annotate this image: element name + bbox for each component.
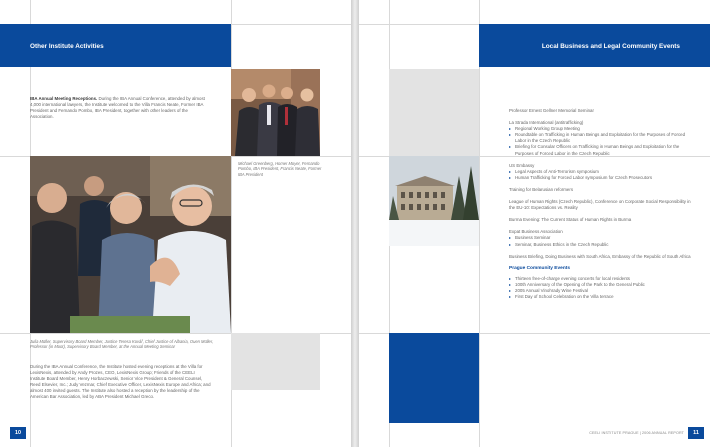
photo-seminar xyxy=(30,156,231,333)
intro-lead: IBA Annual Meeting Receptions. xyxy=(30,96,98,101)
event-item: ▸ Seminar, Business Ethics in the Czech Republic xyxy=(509,242,692,248)
right-banner xyxy=(479,24,710,67)
photo-delegates xyxy=(231,69,320,156)
event-group xyxy=(509,163,692,181)
footer-text: CEELI INSTITUTE PRAGUE | 2006 ANNUAL REPORT xyxy=(589,431,684,435)
event-title: Professor Ernest Gellner Memorial Seminar xyxy=(509,108,594,113)
event-title: US Embassy xyxy=(509,162,535,168)
event-group xyxy=(509,217,692,223)
left-banner-title: Other Institute Activities xyxy=(30,43,104,50)
guide-line xyxy=(479,0,480,447)
event-title: Burma Evening: The Current Status of Human Rights in Burma xyxy=(509,217,632,223)
left-page xyxy=(0,0,351,447)
event-item: ▸ Briefing for Consular Officers on Trafficking in Human Beings and Exploitation for the Purposes of Forced Labor in the Czech Republic xyxy=(509,144,692,156)
photo-top-caption: Michael Greenberg, Homer Moyer, Fernando Pombo, IBA President, Francis Neate, Former IBA President xyxy=(238,161,322,177)
event-group xyxy=(509,108,692,114)
event-item: ▸ Business Seminar xyxy=(509,235,692,241)
page-number-left: 10 xyxy=(10,427,26,439)
event-group xyxy=(509,254,692,260)
community-item: ▸ Thirteen free-of-charge evening concerts for local residents xyxy=(509,276,692,282)
intro-text: During the IBA Annual Conference, attended by almost 4,000 international lawyers, the Institute welcomed to the Villa Francis Neate, Former IBA President and Fernando Pombo, IBA President, together with other leaders of the Association. xyxy=(30,96,205,120)
photo-villa xyxy=(389,156,479,246)
community-heading: Prague Community Events xyxy=(509,265,571,271)
event-group xyxy=(509,199,692,211)
event-group xyxy=(509,187,692,193)
event-item: ▸ Roundtable on Trafficking in Human Beings and Exploitation for the Purposes of Forced Labor in the Czech Republic xyxy=(509,132,692,144)
event-title: League of Human Rights (Czech Republic), Conference on Corporate Social Responsibility in the EU-10: Expectations vs. Reality xyxy=(509,199,691,211)
grey-block-right xyxy=(389,69,479,156)
blue-block-right xyxy=(389,333,479,423)
left-banner xyxy=(0,24,231,67)
page-number-right: 11 xyxy=(688,427,704,439)
bottom-paragraph: During the IBA Annual Conference, the Institute hosted evening receptions at the Villa for LexisNexis, attended by Andy Prozes, CEO, LexisNexis Group; Friends of the CEELI Institute Board Member, Henry Horbaczewski, Senior Vice President & General Counsel, Reed Elsevier, Inc.; Judy Vezmar, Chief Executive Officer, LexisNexis Europe and Africa; and almost 400 invited guests. The Institute also hosted a reception by the leadership of the American Bar Association, led by ABA President Michael Greco. xyxy=(30,364,211,400)
events-list xyxy=(509,108,692,300)
event-group xyxy=(509,120,692,157)
event-item: ▸ Legal Aspects of Anti-Terrorism symposium xyxy=(509,169,692,175)
right-page xyxy=(359,0,710,447)
event-item: ▸ Human Trafficking for Forced Labor symposium for Czech Prosecutors xyxy=(509,175,692,181)
event-group xyxy=(509,229,692,247)
community-list xyxy=(509,276,692,300)
event-title: Training for Belarusian reformers xyxy=(509,186,574,192)
event-title: La Strada International (antitrafficking) xyxy=(509,120,584,126)
photo-large-caption: Julia Müller, Supervisory Board Member, Justice Teresa Kovář, Chief Justice of Albania, Ouen Müller, Professor (in Moot), Supervisory Board Member, at the Annual Meeting Seminar xyxy=(30,339,214,350)
event-item: ▸ Regional Working Group Meeting xyxy=(509,126,692,132)
community-item: ▸ 2005 Annual Vinohrady Wine Festival xyxy=(509,288,692,294)
intro-paragraph xyxy=(30,96,208,120)
event-title: Business Briefing, Doing Business with South Africa, Embassy of the Republic of South Africa xyxy=(509,253,691,259)
community-item: ▸ First Day of School Celebration on the Villa terrace xyxy=(509,294,692,300)
community-item: ▸ 100th Anniversary of the Opening of the Park to the General Public xyxy=(509,282,692,288)
book-gutter xyxy=(351,0,359,447)
grey-block-left xyxy=(231,333,320,390)
right-banner-title: Local Business and Legal Community Events xyxy=(541,43,680,50)
event-title: Expat Business Association xyxy=(509,229,563,235)
